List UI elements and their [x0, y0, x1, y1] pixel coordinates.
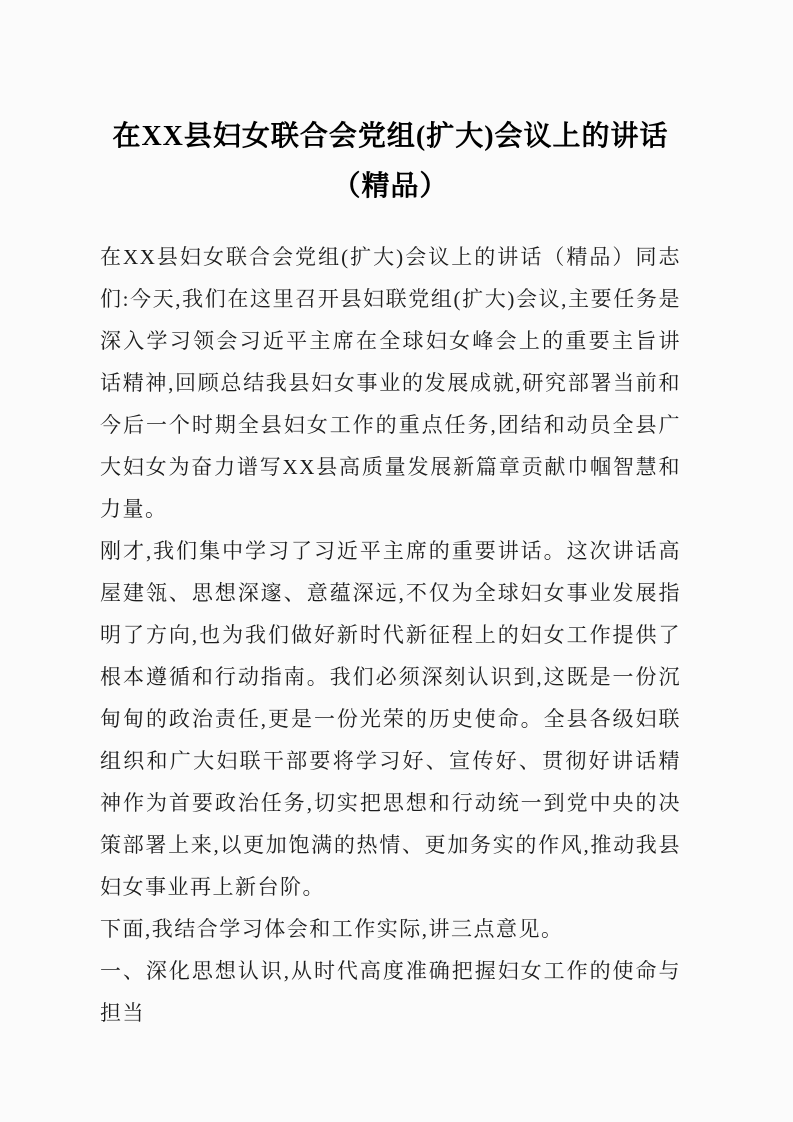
document-body	[100, 236, 681, 1034]
document-title: 在XX县妇女联合会党组(扩大)会议上的讲话（精品）	[112, 121, 669, 202]
paragraph: 在XX县妇女联合会党组(扩大)会议上的讲话（精品）同志们:今天,我们在这里召开县妇联党组(扩大)会议,主要任务是深入学习领会习近平主席在全球妇女峰会上的重要主旨讲话精神,回顾总结我县妇女事业的发展成就,研究部署当前和今后一个时期全县妇女工作的重点任务,团结和动员全县广大妇女为奋力谱写XX县高质量发展新篇章贡献巾帼智慧和力量。	[100, 245, 681, 521]
paragraph: 下面,我结合学习体会和工作实际,讲三点意见。	[100, 917, 564, 941]
paragraph: 一、深化思想认识,从时代高度准确把握妇女工作的使命与担当	[100, 959, 681, 1025]
paragraph: 刚才,我们集中学习了习近平主席的重要讲话。这次讲话高屋建瓴、思想深邃、意蕴深远,不仅为全球妇女事业发展指明了方向,也为我们做好新时代新征程上的妇女工作提供了根本遵循和行动指南。我们必须深刻认识到,这既是一份沉甸甸的政治责任,更是一份光荣的历史使命。全县各级妇联组织和广大妇联干部要将学习好、宣传好、贯彻好讲话精神作为首要政治任务,切实把思想和行动统一到党中央的决策部署上来,以更加饱满的热情、更加务实的作风,推动我县妇女事业再上新台阶。	[100, 539, 681, 899]
